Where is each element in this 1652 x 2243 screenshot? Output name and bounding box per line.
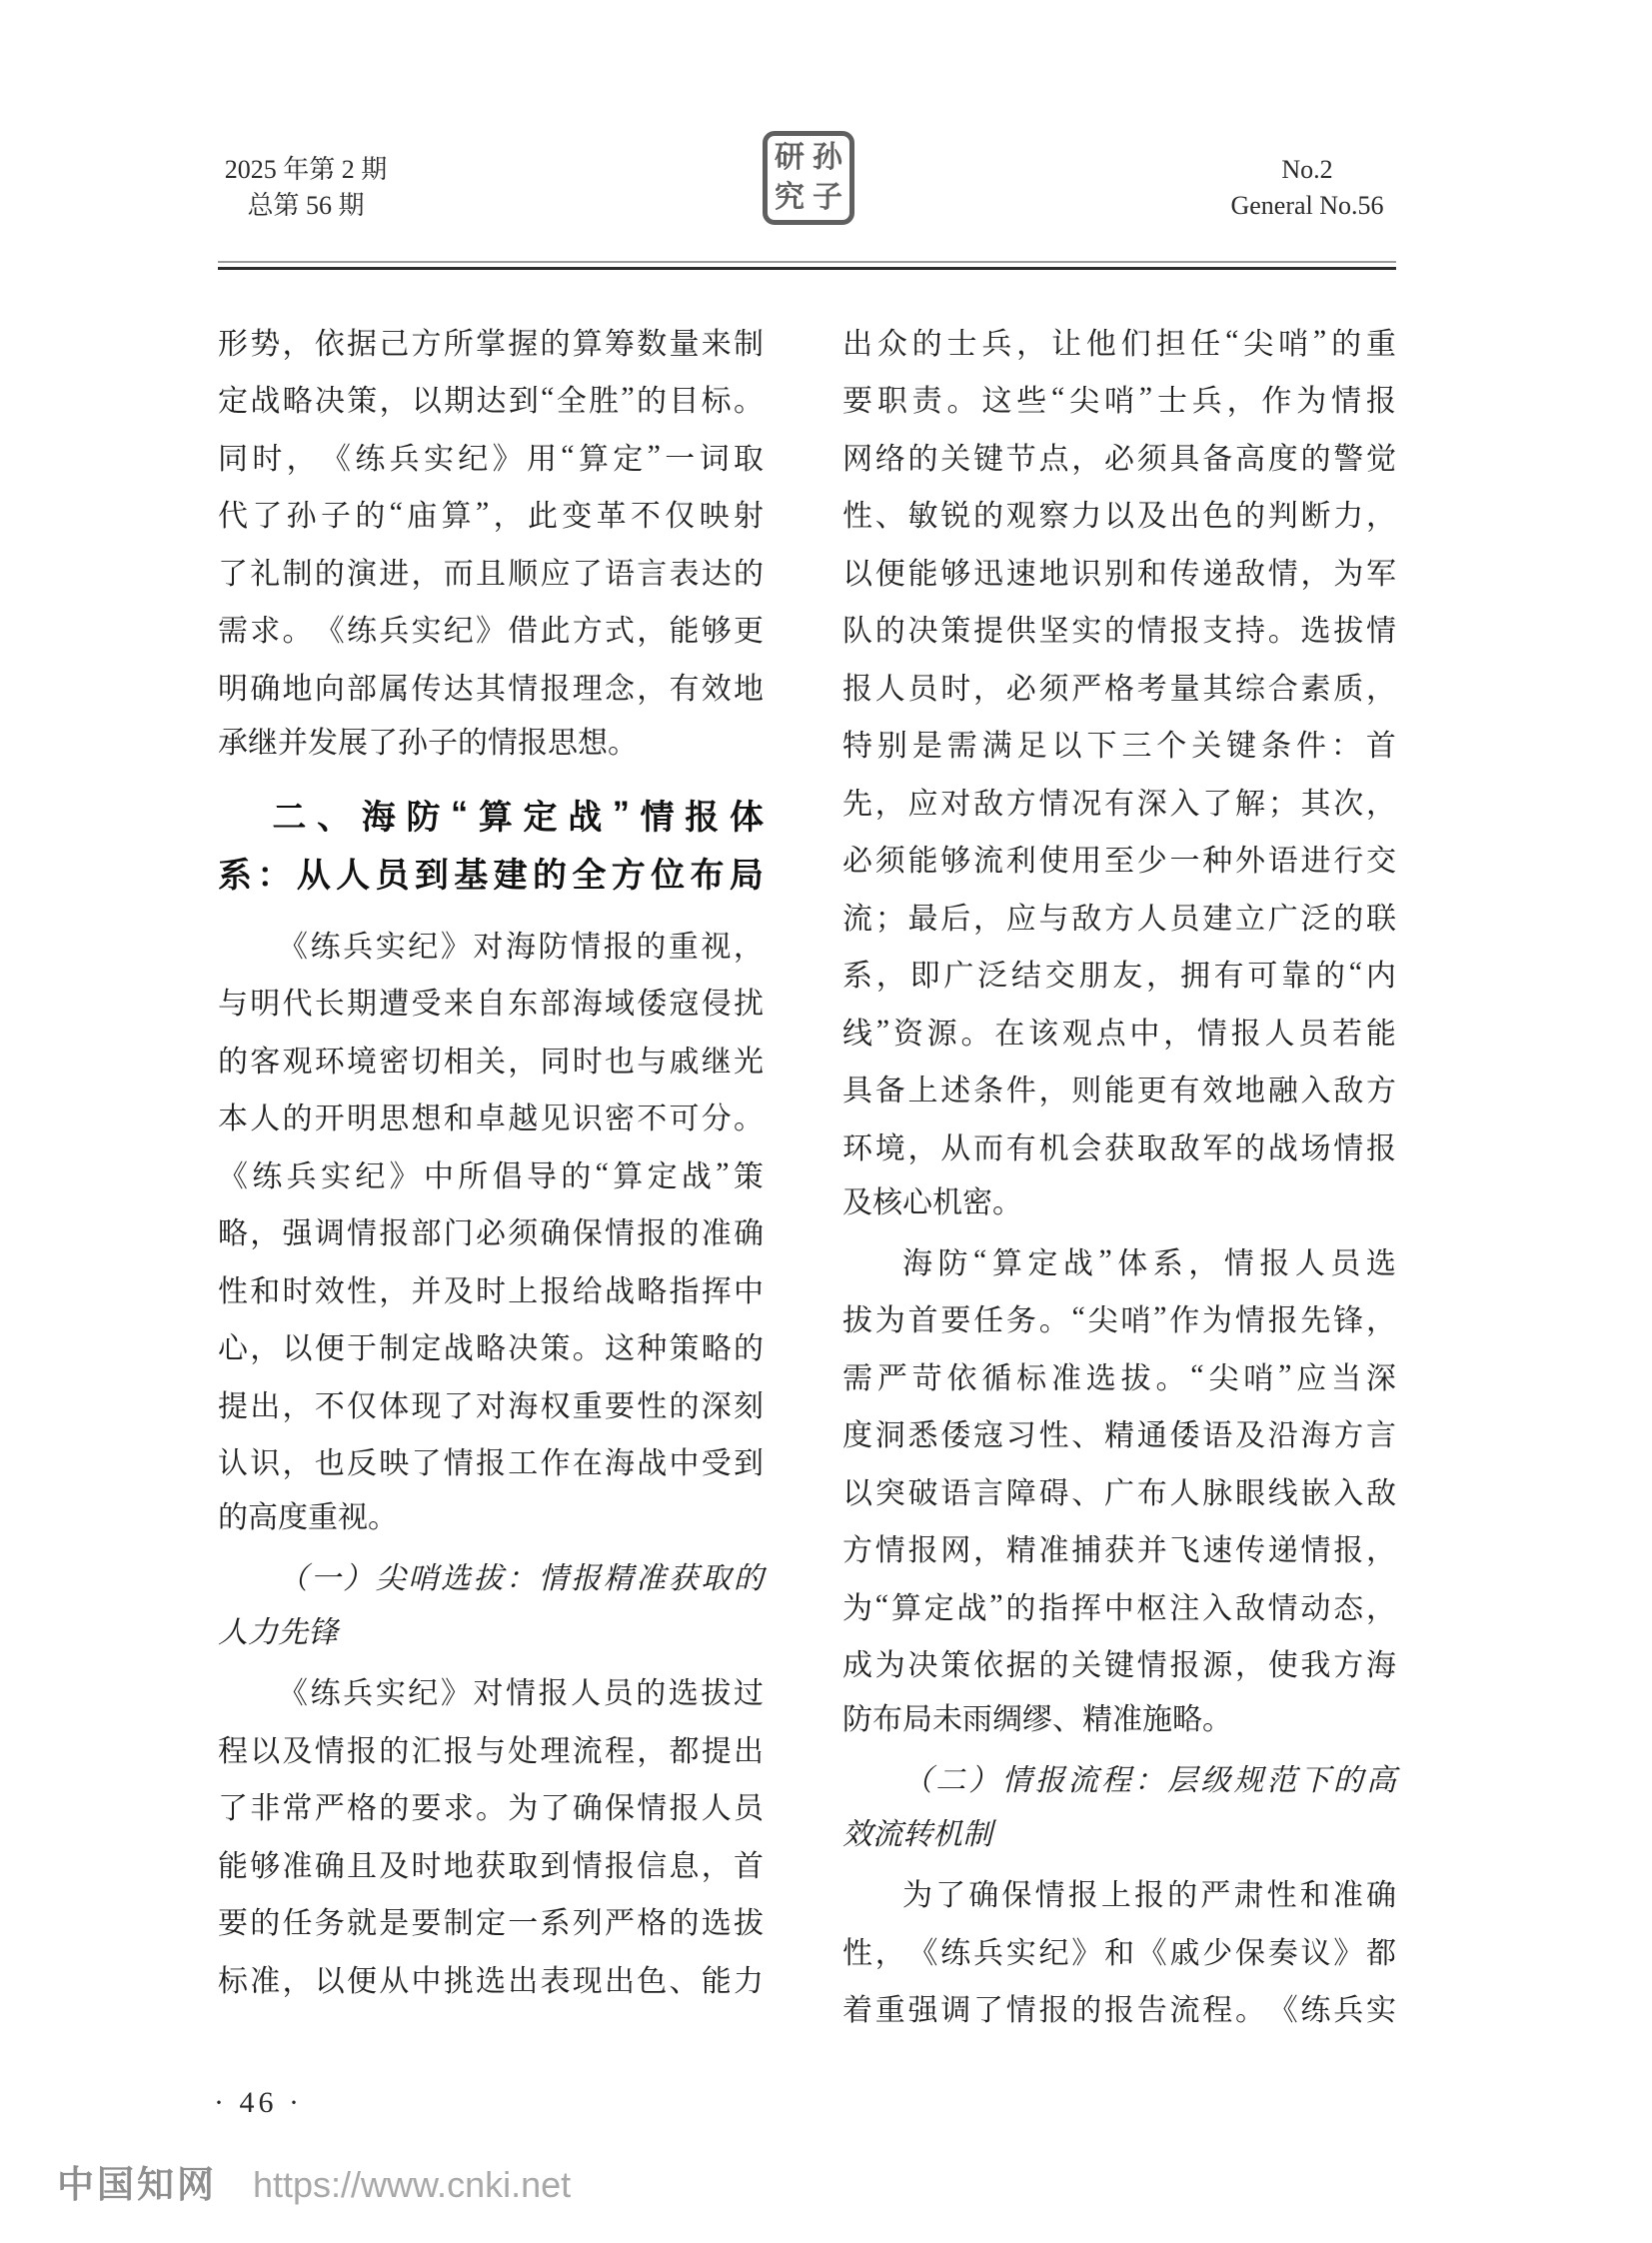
body-text-line: 为 了 确 保 情 报 上 报 的 严 肃 性 和 准 确: [902, 1879, 1396, 1913]
body-text-line: 环 境 ， 从 而 有 机 会 获 取 敌 军 的 战 场 情 报: [842, 1131, 1396, 1165]
body-text-line: 性 、 敏 锐 的 观 察 力 以 及 出 色 的 判 断 力 ，: [842, 500, 1396, 534]
cnki-url-text: https://www.cnki.net: [253, 2164, 572, 2205]
header-rule-top: [218, 261, 1396, 263]
body-text-line: 形 势 ， 依 据 己 方 所 掌 握 的 算 筹 数 量 来 制: [218, 327, 764, 361]
body-text-line: 报 人 员 时 ， 必 须 严 格 考 量 其 综 合 素 质 ，: [842, 672, 1396, 706]
seal-char: 研: [775, 141, 805, 174]
body-text-line: 必 须 能 够 流 利 使 用 至 少 一 种 外 语 进 行 交: [842, 845, 1396, 879]
body-text-line: 了 礼 制 的 演 进 ， 而 且 顺 应 了 语 言 表 达 的: [218, 557, 764, 591]
body-text-line: 为 “ 算 定 战 ” 的 指 挥 中 枢 注 入 敌 情 动 态 ，: [842, 1587, 1396, 1625]
body-text-line: 与 明 代 长 期 遭 受 来 自 东 部 海 域 倭 寇 侵 扰: [218, 988, 764, 1022]
right-column: [842, 312, 1396, 2036]
subsection-heading-line: （ 二 ） 情 报 流 程 ： 层 级 规 范 下 的 高: [902, 1764, 1396, 1798]
body-text-line: 先 ， 应 对 敌 方 情 况 有 深 入 了 解 ； 其 次 ，: [842, 787, 1396, 821]
body-text-line: 网 络 的 关 键 节 点 ， 必 须 具 备 高 度 的 警 觉: [842, 442, 1396, 476]
body-text-line: 队 的 决 策 提 供 坚 实 的 情 报 支 持 。 选 拔 情: [842, 615, 1396, 649]
body-text-line: 及核心机密。: [842, 1185, 1022, 1219]
body-text-line: 明 确 地 向 部 属 传 达 其 情 报 理 念 ， 有 效 地: [218, 672, 764, 706]
body-text-line: 需 求 。 《 练 兵 实 纪 》 借 此 方 式 ， 能 够 更: [218, 615, 764, 649]
issue-total: 总第 56 期: [247, 191, 365, 220]
body-text-line: 本 人 的 开 明 思 想 和 卓 越 见 识 密 不 可 分 。: [218, 1103, 764, 1136]
body-text-line: 以 突 破 语 言 障 碍 、 广 布 人 脉 眼 线 嵌 入 敌: [842, 1476, 1396, 1510]
issue-info-en: [1199, 152, 1415, 224]
section-heading-line: 二 、 海 防 “ 算 定 战 ” 情 报 体: [272, 795, 764, 838]
body-text-line: 了 非 常 严 格 的 要 求 。 为 了 确 保 情 报 人 员: [218, 1792, 764, 1826]
body-text-line: 同 时 ， 《 练 兵 实 纪 》 用 “ 算 定 ” 一 词 取: [218, 438, 764, 476]
body-text-line: 特 别 是 需 满 足 以 下 三 个 关 键 条 件 ： 首: [842, 730, 1396, 764]
body-text-line: 《 练 兵 实 纪 》 对 海 防 情 报 的 重 视 ，: [278, 930, 764, 964]
body-text-line: 《 练 兵 实 纪 》 对 情 报 人 员 的 选 拔 过: [278, 1677, 764, 1711]
journal-seal: [763, 131, 854, 225]
body-text-line: 成 为 决 策 依 据 的 关 键 情 报 源 ， 使 我 方 海: [842, 1649, 1396, 1683]
body-text-line: 需 严 苛 依 循 标 准 选 拔 。 “ 尖 哨 ” 应 当 深: [842, 1357, 1396, 1395]
cnki-footer: [57, 2154, 571, 2208]
body-text-line: 心 ， 以 便 于 制 定 战 略 决 策 。 这 种 策 略 的: [218, 1332, 764, 1366]
seal-char: 孙: [813, 141, 842, 174]
body-text-line: 度 洞 悉 倭 寇 习 性 、 精 通 倭 语 及 沿 海 方 言: [842, 1419, 1396, 1453]
issue-info-cn: [198, 152, 414, 224]
seal-char: 究: [775, 181, 805, 214]
body-text-line: 程 以 及 情 报 的 汇 报 与 处 理 流 程 ， 都 提 出: [218, 1734, 764, 1768]
body-text-line: 具 备 上 述 条 件 ， 则 能 更 有 效 地 融 入 敌 方: [842, 1075, 1396, 1109]
body-text-line: 出 众 的 士 兵 ， 让 他 们 担 任 “ 尖 哨 ” 的 重: [842, 323, 1396, 361]
body-text-line: 要 职 责 。 这 些 “ 尖 哨 ” 士 兵 ， 作 为 情 报: [842, 381, 1396, 419]
body-text-line: 性 ， 《 练 兵 实 纪 》 和 《 戚 少 保 奏 议 》 都: [842, 1936, 1396, 1970]
page-number: · 46 ·: [214, 2086, 303, 2119]
body-text-line: 认 识 ， 也 反 映 了 情 报 工 作 在 海 战 中 受 到: [218, 1447, 764, 1481]
body-text-line: 代 了 孙 子 的 “ 庙 算 ” ， 此 变 革 不 仅 映 射: [218, 496, 764, 534]
body-text-line: 能 够 准 确 且 及 时 地 获 取 到 情 报 信 息 ， 首: [218, 1849, 764, 1883]
header-rule-bottom: [218, 267, 1396, 270]
body-text-line: 标 准 ， 以 便 从 中 挑 选 出 表 现 出 色 、 能 力: [218, 1964, 764, 1998]
issue-number-en: No.2: [1281, 155, 1333, 184]
body-text-line: 提 出 ， 不 仅 体 现 了 对 海 权 重 要 性 的 深 刻: [218, 1389, 764, 1423]
seal-char: 子: [813, 181, 842, 214]
body-text-line: 的高度重视。: [218, 1501, 398, 1534]
issue-number: 2025 年第 2 期: [224, 155, 388, 184]
body-text-line: 略 ， 强 调 情 报 部 门 必 须 确 保 情 报 的 准 确: [218, 1217, 764, 1251]
body-text-line: 流 ； 最 后 ， 应 与 敌 方 人 员 建 立 广 泛 的 联: [842, 902, 1396, 936]
subsection-heading-line: （ 一 ） 尖 哨 选 拔 ： 情 报 精 准 获 取 的: [278, 1562, 764, 1596]
subsection-heading-line: 人力先锋: [218, 1616, 338, 1649]
section-heading-line: 系 ： 从 人 员 到 基 建 的 全 方 位 布 局: [218, 856, 764, 895]
article-body: [218, 312, 1397, 2036]
body-text-line: 以 便 能 够 迅 速 地 识 别 和 传 递 敌 情 ， 为 军: [842, 557, 1396, 591]
body-text-line: 性 和 时 效 性 ， 并 及 时 上 报 给 战 略 指 挥 中: [218, 1274, 764, 1308]
subsection-heading-line: 效流转机制: [842, 1818, 992, 1851]
body-text-line: 着 重 强 调 了 情 报 的 报 告 流 程 。 《 练 兵 实: [842, 1994, 1396, 2028]
body-text-line: 海 防 “ 算 定 战 ” 体 系 ， 情 报 人 员 选: [902, 1242, 1396, 1280]
body-text-line: 承继并发展了孙子的情报思想。: [218, 726, 638, 760]
body-text-line: 定 战 略 决 策 ， 以 期 达 到 “ 全 胜 ” 的 目 标 。: [218, 381, 764, 419]
body-text-line: 方 情 报 网 ， 精 准 捕 获 并 飞 速 传 递 情 报 ，: [842, 1534, 1396, 1568]
body-text-line: 线 ” 资 源 。 在 该 观 点 中 ， 情 报 人 员 若 能: [842, 1013, 1396, 1051]
body-text-line: 防布局未雨绸缪、精准施略。: [842, 1703, 1232, 1736]
body-text-line: 系 ， 即 广 泛 结 交 朋 友 ， 拥 有 可 靠 的 “ 内: [842, 956, 1396, 994]
cnki-logo-text: 中国知网: [57, 2164, 217, 2205]
body-text-line: 的 客 观 环 境 密 切 相 关 ， 同 时 也 与 戚 继 光: [218, 1045, 764, 1079]
body-text-line: 拔 为 首 要 任 务 。 “ 尖 哨 ” 作 为 情 报 先 锋 ，: [842, 1300, 1396, 1338]
body-text-line: 要 的 任 务 就 是 要 制 定 一 系 列 严 格 的 选 拔: [218, 1907, 764, 1941]
issue-total-en: General No.56: [1230, 191, 1384, 220]
left-column: [218, 312, 764, 2036]
body-text-line: 《 练 兵 实 纪 》 中 所 倡 导 的 “ 算 定 战 ” 策: [218, 1155, 764, 1193]
